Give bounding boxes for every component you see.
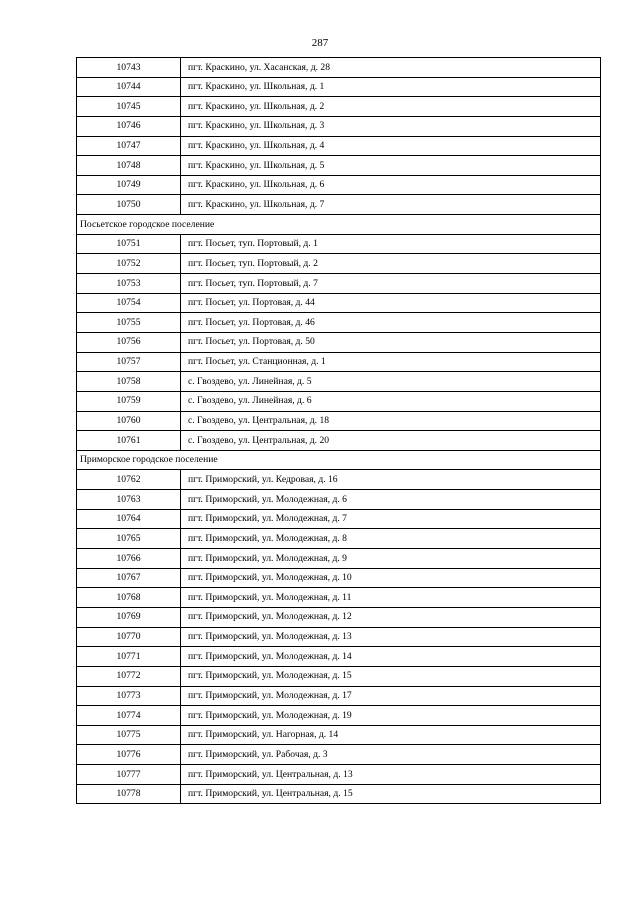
table-row <box>77 352 601 372</box>
address-cell: пгт. Краскино, ул. Хасанская, д. 28 <box>181 58 601 78</box>
address-cell: пгт. Посьет, ул. Станционная, д. 1 <box>181 352 601 372</box>
row-number-cell: 10745 <box>77 97 181 117</box>
address-cell: пгт. Посьет, туп. Портовый, д. 7 <box>181 274 601 294</box>
table-row <box>77 666 601 686</box>
address-cell: пгт. Приморский, ул. Молодежная, д. 6 <box>181 490 601 510</box>
table-row <box>77 77 601 97</box>
row-number-cell: 10775 <box>77 725 181 745</box>
table-row <box>77 136 601 156</box>
address-cell: пгт. Приморский, ул. Нагорная, д. 14 <box>181 725 601 745</box>
row-number-cell: 10756 <box>77 332 181 352</box>
address-cell: пгт. Приморский, ул. Молодежная, д. 13 <box>181 627 601 647</box>
address-cell: с. Гвоздево, ул. Центральная, д. 18 <box>181 411 601 431</box>
table-row <box>77 254 601 274</box>
table-row <box>77 372 601 392</box>
address-cell: пгт. Приморский, ул. Кедровая, д. 16 <box>181 470 601 490</box>
row-number-cell: 10754 <box>77 293 181 313</box>
row-number-cell: 10778 <box>77 784 181 804</box>
address-cell: пгт. Приморский, ул. Молодежная, д. 12 <box>181 607 601 627</box>
row-number-cell: 10768 <box>77 588 181 608</box>
address-cell: пгт. Посьет, ул. Портовая, д. 50 <box>181 332 601 352</box>
address-cell: пгт. Краскино, ул. Школьная, д. 2 <box>181 97 601 117</box>
address-cell: пгт. Приморский, ул. Молодежная, д. 9 <box>181 549 601 569</box>
table-row <box>77 58 601 78</box>
row-number-cell: 10750 <box>77 195 181 215</box>
table-row <box>77 686 601 706</box>
table-row <box>77 411 601 431</box>
address-cell: с. Гвоздево, ул. Центральная, д. 20 <box>181 431 601 451</box>
address-cell: пгт. Краскино, ул. Школьная, д. 4 <box>181 136 601 156</box>
table-row <box>77 745 601 765</box>
table-row <box>77 175 601 195</box>
table-row <box>77 332 601 352</box>
table-row <box>77 97 601 117</box>
section-title: Посьетское городское поселение <box>77 215 601 235</box>
table-row <box>77 195 601 215</box>
row-number-cell: 10769 <box>77 607 181 627</box>
address-cell: пгт. Краскино, ул. Школьная, д. 3 <box>181 116 601 136</box>
table-row <box>77 313 601 333</box>
table-row <box>77 529 601 549</box>
section-header-row <box>77 450 601 470</box>
row-number-cell: 10743 <box>77 58 181 78</box>
table-row <box>77 234 601 254</box>
row-number-cell: 10748 <box>77 156 181 176</box>
row-number-cell: 10762 <box>77 470 181 490</box>
row-number-cell: 10757 <box>77 352 181 372</box>
table-row <box>77 647 601 667</box>
address-registry-table <box>76 57 601 804</box>
row-number-cell: 10760 <box>77 411 181 431</box>
table-row <box>77 490 601 510</box>
row-number-cell: 10755 <box>77 313 181 333</box>
row-number-cell: 10766 <box>77 549 181 569</box>
address-cell: пгт. Краскино, ул. Школьная, д. 1 <box>181 77 601 97</box>
address-cell: пгт. Посьет, туп. Портовый, д. 1 <box>181 234 601 254</box>
table-row <box>77 431 601 451</box>
row-number-cell: 10764 <box>77 509 181 529</box>
section-title: Приморское городское поселение <box>77 450 601 470</box>
row-number-cell: 10765 <box>77 529 181 549</box>
address-cell: пгт. Приморский, ул. Молодежная, д. 8 <box>181 529 601 549</box>
row-number-cell: 10777 <box>77 765 181 785</box>
section-header-row <box>77 215 601 235</box>
table-row <box>77 549 601 569</box>
row-number-cell: 10752 <box>77 254 181 274</box>
table-row <box>77 156 601 176</box>
address-cell: пгт. Приморский, ул. Центральная, д. 13 <box>181 765 601 785</box>
address-cell: пгт. Приморский, ул. Рабочая, д. 3 <box>181 745 601 765</box>
table-row <box>77 784 601 804</box>
table-body <box>77 58 601 804</box>
table-row <box>77 627 601 647</box>
address-cell: пгт. Приморский, ул. Молодежная, д. 7 <box>181 509 601 529</box>
row-number-cell: 10763 <box>77 490 181 510</box>
row-number-cell: 10758 <box>77 372 181 392</box>
row-number-cell: 10744 <box>77 77 181 97</box>
address-cell: пгт. Посьет, ул. Портовая, д. 46 <box>181 313 601 333</box>
table-row <box>77 725 601 745</box>
row-number-cell: 10774 <box>77 706 181 726</box>
table-row <box>77 706 601 726</box>
page-number: 287 <box>311 37 329 49</box>
row-number-cell: 10749 <box>77 175 181 195</box>
table-row <box>77 568 601 588</box>
row-number-cell: 10770 <box>77 627 181 647</box>
table-row <box>77 765 601 785</box>
row-number-cell: 10776 <box>77 745 181 765</box>
address-cell: с. Гвоздево, ул. Линейная, д. 5 <box>181 372 601 392</box>
table-row <box>77 274 601 294</box>
address-cell: с. Гвоздево, ул. Линейная, д. 6 <box>181 391 601 411</box>
address-cell: пгт. Приморский, ул. Молодежная, д. 15 <box>181 666 601 686</box>
table-row <box>77 470 601 490</box>
row-number-cell: 10746 <box>77 116 181 136</box>
row-number-cell: 10751 <box>77 234 181 254</box>
table-row <box>77 509 601 529</box>
address-cell: пгт. Краскино, ул. Школьная, д. 7 <box>181 195 601 215</box>
table-row <box>77 607 601 627</box>
address-cell: пгт. Краскино, ул. Школьная, д. 6 <box>181 175 601 195</box>
table-row <box>77 588 601 608</box>
address-cell: пгт. Посьет, ул. Портовая, д. 44 <box>181 293 601 313</box>
address-cell: пгт. Посьет, туп. Портовый, д. 2 <box>181 254 601 274</box>
table-row <box>77 293 601 313</box>
table-row <box>77 391 601 411</box>
row-number-cell: 10771 <box>77 647 181 667</box>
address-cell: пгт. Приморский, ул. Молодежная, д. 14 <box>181 647 601 667</box>
row-number-cell: 10772 <box>77 666 181 686</box>
address-cell: пгт. Приморский, ул. Молодежная, д. 11 <box>181 588 601 608</box>
row-number-cell: 10773 <box>77 686 181 706</box>
row-number-cell: 10767 <box>77 568 181 588</box>
row-number-cell: 10759 <box>77 391 181 411</box>
row-number-cell: 10761 <box>77 431 181 451</box>
address-cell: пгт. Приморский, ул. Молодежная, д. 19 <box>181 706 601 726</box>
address-cell: пгт. Приморский, ул. Молодежная, д. 10 <box>181 568 601 588</box>
address-cell: пгт. Приморский, ул. Молодежная, д. 17 <box>181 686 601 706</box>
table-row <box>77 116 601 136</box>
address-cell: пгт. Краскино, ул. Школьная, д. 5 <box>181 156 601 176</box>
address-cell: пгт. Приморский, ул. Центральная, д. 15 <box>181 784 601 804</box>
row-number-cell: 10753 <box>77 274 181 294</box>
row-number-cell: 10747 <box>77 136 181 156</box>
